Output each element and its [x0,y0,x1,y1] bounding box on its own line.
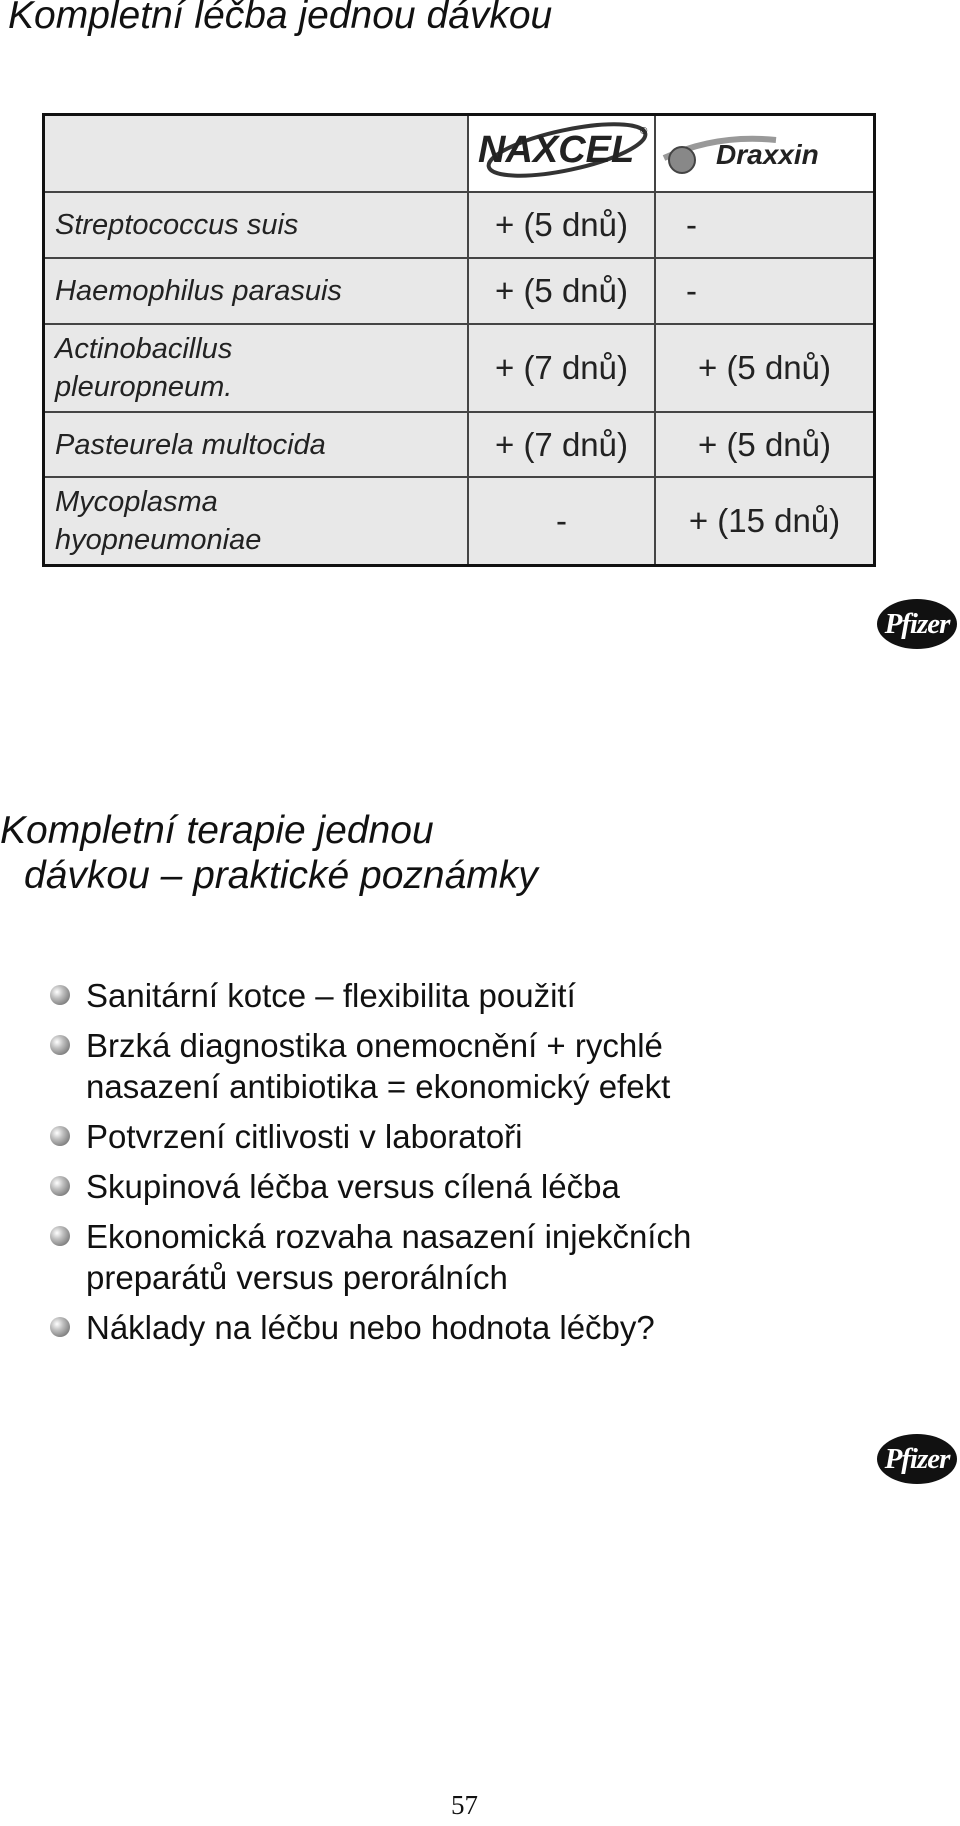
row-label: Streptococcus suis [44,192,469,258]
naxcel-value: + (5 dnů) [468,258,655,324]
bullet-icon [50,1226,70,1246]
slide2-title-line2: dávkou – praktické poznámky [24,854,538,897]
bullet-icon [50,1176,70,1196]
list-item-text: Ekonomická rozvaha nasazení injekčních [86,1218,692,1255]
row-label-line1: Mycoplasma [55,486,218,518]
slide1-title: Kompletní léčba jednou dávkou [8,0,553,37]
list-item [50,975,691,1016]
naxcel-logo [472,116,652,186]
list-item [50,1025,691,1107]
slide2-title [0,808,538,898]
row-label-line2: hyopneumoniae [55,524,262,556]
draxxin-value: + (5 dnů) [655,324,875,412]
table-row [44,258,875,324]
list-item-text: Náklady na léčbu nebo hodnota léčby? [86,1309,655,1346]
table-row [44,477,875,566]
naxcel-value: + (5 dnů) [468,192,655,258]
table-row [44,192,875,258]
naxcel-logo-text: NAXCEL [477,129,634,171]
pfizer-logo: Pfizer [877,1434,957,1484]
row-label-line1: Actinobacillus [55,333,233,365]
bullet-icon [50,1317,70,1337]
slide2-title-line1: Kompletní terapie jednou [0,809,434,852]
table-header-row [44,115,875,193]
draxxin-value: - [655,192,875,258]
bullet-icon [50,985,70,1005]
draxxin-value: + (15 dnů) [655,477,875,566]
list-item-text: Brzká diagnostika onemocnění + rychlé [86,1027,663,1064]
list-item-text: Skupinová léčba versus cílená léčba [86,1168,620,1205]
list-item-text-line2: preparátů versus perorálních [86,1259,508,1296]
row-label [44,477,469,566]
notes-list [50,975,691,1357]
list-item-text: Sanitární kotce – flexibilita použití [86,977,576,1014]
registered-mark: ® [639,126,647,137]
table-row [44,412,875,477]
list-item-text-line2: nasazení antibiotika = ekonomický efekt [86,1068,671,1105]
draxxin-value: + (5 dnů) [655,412,875,477]
list-item [50,1166,691,1207]
row-label-line2: pleuropneum. [55,371,233,403]
draxxin-logo [656,116,871,186]
comparison-table [42,113,876,567]
list-item-text: Potvrzení citlivosti v laboratoři [86,1118,523,1155]
header-empty-cell [44,115,469,193]
naxcel-logo-cell [468,115,655,193]
page-number: 57 [451,1790,478,1820]
draxxin-logo-cell [655,115,875,193]
bullet-icon [50,1126,70,1146]
pfizer-logo: Pfizer [877,599,957,649]
list-item [50,1307,691,1348]
draxxin-value: - [655,258,875,324]
row-label [44,324,469,412]
draxxin-logo-text: Draxxin [716,139,819,170]
table-row [44,324,875,412]
naxcel-value: + (7 dnů) [468,412,655,477]
list-item [50,1116,691,1157]
list-item [50,1216,691,1298]
naxcel-value: + (7 dnů) [468,324,655,412]
row-label: Haemophilus parasuis [44,258,469,324]
bullet-icon [50,1035,70,1055]
row-label: Pasteurela multocida [44,412,469,477]
naxcel-value: - [468,477,655,566]
